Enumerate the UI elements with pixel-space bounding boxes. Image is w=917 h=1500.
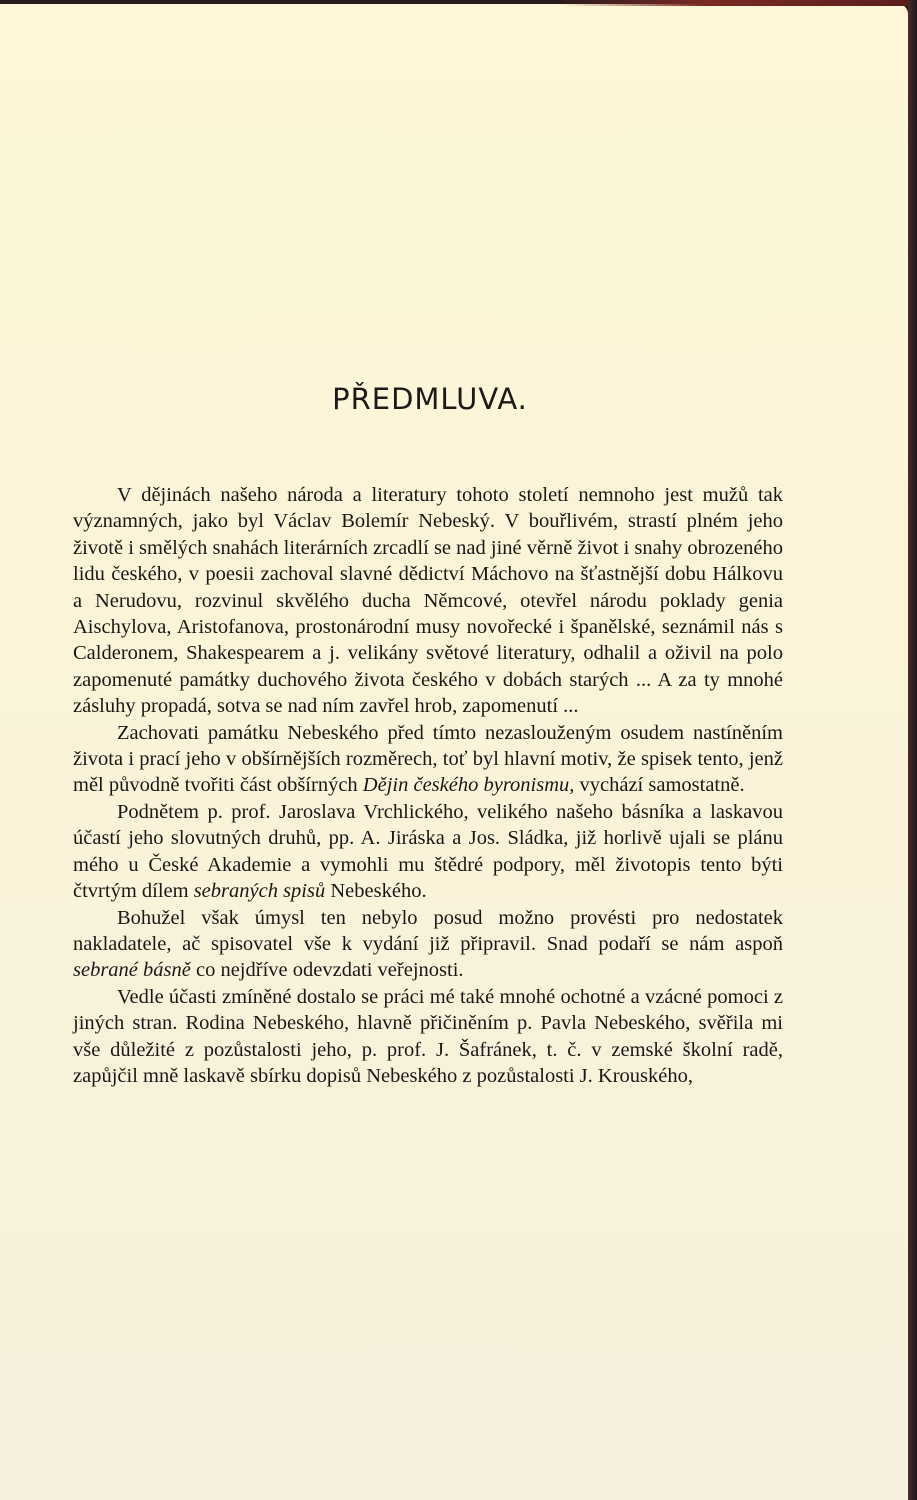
text-segment: Vedle účasti zmíněné dostalo se práci mé také mnohé ochotné a vzácné pomoci z jiných stran. Rodina Nebeského, hlavně přičiněním p. Pavla Nebeského, svěřila mi vše důležité z pozůstalosti jeho, p. prof. J. Šafránek, t. č. v zemské školní radě, zapůjčil mně laskavě sbírku dopisů Nebeského z pozůstalosti J. Krouského, bbox=[73, 985, 783, 1087]
text-segment: V dějinách našeho národa a literatury tohoto století nemnoho jest mužů tak významných, jako byl Václav Bolemír Nebeský. V bouřlivém, strastí plném jeho životě i smělých snahách literárních zrcadlí se nad jiné věrně život i snahy obrozeného lidu českého, v poesii zachoval slavné dědictví Máchovo na šťastnější dobu Hálkovu a Nerudovu, rozvinul skvělého ducha Němcové, otevřel národu poklady genia Aischylova, Aristofanova, prostonárodní musy novořecké i španělské, seznámil nás s Calderonem, Shakespearem a j. velikány světové literatury, odhalil a oživil na polo zapomenuté památky duchového života českého v dobách starých ... A za ty mnohé zásluhy propadá, sotva se nad ním zavřel hrob, zapomenutí ... bbox=[73, 484, 783, 718]
text-segment: co nejdříve odevzdati veřejnosti. bbox=[190, 959, 464, 982]
italic-title: sebraných spisů bbox=[193, 880, 326, 903]
text-segment: Zachovati památku Nebeského před tímto nezaslouženým osudem nastíněním života i prací jeho v obšírnějších rozměrech, toť byl hlavní motiv, že spisek tento, jenž měl původně tvořiti část obšírných bbox=[73, 721, 783, 797]
text-segment: Nebeského. bbox=[325, 880, 427, 903]
page-title: PŘEDMLUVA. bbox=[332, 382, 528, 416]
book-cover-top-edge bbox=[560, 0, 917, 6]
paragraph-5 bbox=[73, 984, 783, 1090]
text-segment: Podnětem p. prof. Jaroslava Vrchlického, velikého našeho básníka a laskavou účastí jeho slovutných druhů, pp. A. Jiráska a Jos. Sládka, již horlivě ujali se plánu mého u České Akademie a vymohli mu štědré podpory, měl životopis tento býti čtvrtým dílem bbox=[73, 800, 783, 903]
paragraph-3 bbox=[73, 799, 783, 905]
body-text bbox=[73, 482, 783, 1089]
italic-title: sebrané básně bbox=[73, 959, 191, 982]
text-segment: Bohužel však úmysl ten nebylo posud možno provésti pro nedostatek nakladatele, ač spisovatel vše k vydání již připravil. Snad podaří se nám aspoň bbox=[73, 906, 783, 955]
italic-title: Dějin českého byronismu bbox=[362, 774, 570, 797]
paragraph-1 bbox=[73, 482, 783, 720]
book-page bbox=[0, 4, 908, 1500]
text-segment: , vychází samostatně. bbox=[569, 774, 745, 797]
paragraph-2 bbox=[73, 720, 783, 799]
book-cover-right-edge bbox=[908, 0, 917, 1500]
paragraph-4 bbox=[73, 905, 783, 984]
